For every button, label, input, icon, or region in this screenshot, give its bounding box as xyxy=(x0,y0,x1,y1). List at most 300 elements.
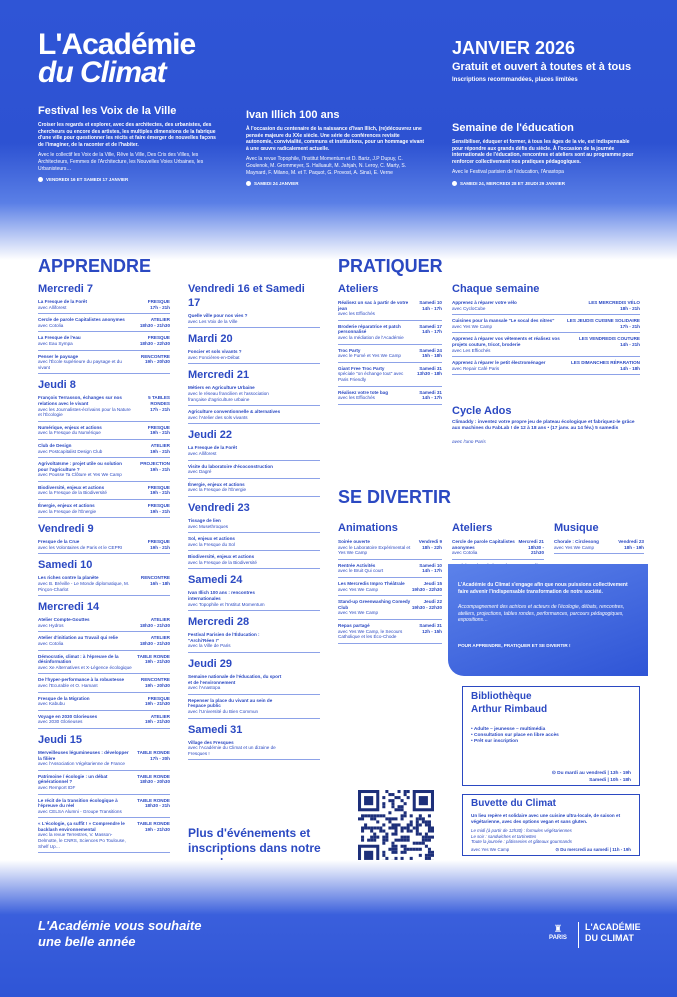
event-time: 14h - 17h xyxy=(422,395,442,401)
event-type: Samedi 10 xyxy=(419,562,442,568)
event-partner: avec les Journalistes-écrivains pour la Nature et l'Écologie xyxy=(38,406,131,418)
hours-line: Samedi | 10h - 18h xyxy=(589,777,631,783)
buvette-line: Toute la journée : pâtisseries et gâteaux gourmands xyxy=(471,839,572,845)
event-title: Le récit de la transition écologique à l'épreuve du réel xyxy=(38,797,118,809)
event-item xyxy=(452,536,544,560)
event-partner: avec la Fresque du Sol xyxy=(188,541,235,547)
event-item xyxy=(338,620,442,644)
event-type: Samedi 17 xyxy=(419,323,442,329)
event-title: Énergie, enjeux et actions xyxy=(38,503,95,509)
event-info xyxy=(38,317,132,328)
event-info xyxy=(38,425,132,436)
event-title: Agriculture conventionnelle & alternatives xyxy=(188,409,281,415)
event-info xyxy=(38,750,132,767)
event-title: Quelle ville pour nos vies ? xyxy=(188,313,248,318)
day-heading: Mercredi 14 xyxy=(38,601,100,614)
event-info xyxy=(38,503,132,514)
calendar-icon xyxy=(246,181,251,186)
event-info xyxy=(38,635,132,646)
event-title: Semaine nationale de l'éducation, du sport et de l'environnement xyxy=(188,674,282,685)
event-partner: avec l'Atelier des sols vivants xyxy=(188,414,248,420)
event-title: Soirée ouverte xyxy=(338,539,370,544)
event-time: 15h - 18h xyxy=(422,353,442,359)
event-partner: avec Yes We Camp xyxy=(338,610,379,616)
event-title: Village des Fresques xyxy=(188,739,234,745)
event-partner: avec Cotolia xyxy=(452,550,478,556)
event-item xyxy=(338,297,442,321)
event-title: Les riches contre la planète xyxy=(38,575,99,581)
event-meta xyxy=(132,696,170,707)
event-type: Mercredi 21 xyxy=(518,539,544,544)
event-title: Tissage de lien xyxy=(188,517,221,523)
apprendre-column-1 xyxy=(38,282,170,853)
event-title: Biodiversité, enjeux et actions xyxy=(188,554,255,560)
event-time: 19h30 - 22h30 xyxy=(411,604,442,610)
event-type: ATELIER xyxy=(150,317,170,323)
event-partner: avec la Ville de Paris xyxy=(188,643,231,649)
event-partner: avec la médiation de l'Académie xyxy=(338,334,404,340)
event-title: Ivan Illich 100 ans : rencontres internationales xyxy=(188,590,255,602)
event-time: 12h - 15h xyxy=(422,628,442,634)
event-item xyxy=(38,614,170,632)
event-type: LES JEUDIS CUISINE SOLIDAIRE xyxy=(566,318,640,324)
event-time: 19h - 21h30 xyxy=(144,719,170,725)
event-item xyxy=(188,461,320,479)
event-title: Giant Free Troc Party xyxy=(338,365,385,371)
event-info xyxy=(188,554,286,565)
cycle-ados-text: Climaddy : inventez votre propre jeu de plateau écologique et fabriquez-le grâce aux machines du FabLab ! de 12 à 18 ans • (17 janv. au 14 fév.) 5 samedis xyxy=(452,420,635,431)
event-title: Apprenez à réparer votre vélo xyxy=(452,300,517,305)
event-title: Visite du laboratoire d'écoconstruction xyxy=(188,463,273,469)
event-partner: avec Cotolia xyxy=(38,641,64,646)
event-time: 18h30 - 22h30 xyxy=(139,340,170,346)
event-info xyxy=(38,299,132,310)
day-heading: Mercredi 21 xyxy=(188,369,250,382)
event-meta xyxy=(412,623,442,640)
event-meta xyxy=(132,317,170,328)
event-partner: avec l'Ecurable et O. Hamant xyxy=(38,682,98,688)
event-partner: avec Topophile et l'Institut Momentum xyxy=(188,601,265,607)
more-events-text: Plus d'événements et inscriptions dans notre xyxy=(188,826,321,855)
bibliotheque-hours xyxy=(552,771,631,784)
event-title: De l'hyper-performance à la robustesse xyxy=(38,677,125,683)
event-meta xyxy=(618,539,644,550)
event-type: TABLE RONDE xyxy=(137,749,170,755)
event-item xyxy=(188,479,320,497)
event-type: ATELIER xyxy=(150,713,170,719)
event-info xyxy=(452,336,562,353)
event-partner: avec Xe Alternatives et X-Légence écologique xyxy=(38,664,132,670)
event-title: Penser le paysage xyxy=(38,353,79,359)
event-time: 19h - 21h xyxy=(150,490,170,496)
musique-title: Musique xyxy=(554,522,599,534)
event-title: Agrivoltaïsme : projet utile ou solution pour l'agriculture ? xyxy=(38,461,122,472)
event-partner: avec les Volontaires de Paris et le CEPRI xyxy=(38,544,123,550)
event-title: La Fresque de la Forêt xyxy=(188,445,238,451)
event-item xyxy=(338,536,442,560)
event-type: FRESQUE xyxy=(147,695,170,701)
section-divertir-title: SE DIVERTIR xyxy=(338,487,452,507)
event-partner: avec Alliforest xyxy=(38,304,67,310)
cycle-ados-partner: avec l'uno Paris xyxy=(452,440,486,445)
event-item xyxy=(38,296,170,314)
event-meta xyxy=(132,443,170,454)
event-time: 19h - 21h xyxy=(150,466,170,472)
event-item xyxy=(452,297,640,315)
event-type: TABLE RONDE xyxy=(137,797,170,803)
event-item xyxy=(38,818,170,853)
section-apprendre-title: APPRENDRE xyxy=(38,256,152,276)
buvette-line: Le soir : sandwiches et tartinettes xyxy=(471,833,537,839)
event-partner: avec Yes We Camp, le Secours Catholique et les Éco-Chode xyxy=(338,628,403,640)
event-partner: avec Yes We Camp xyxy=(338,586,379,592)
event-info xyxy=(188,482,286,493)
featured-dates xyxy=(452,181,642,186)
event-title: Apprenez à réparer le petit électroménager xyxy=(452,360,546,366)
event-partner: avec Alliforest xyxy=(188,450,217,456)
calendar-icon xyxy=(452,181,457,186)
hours-text: Du mardi au vendredi | 13h - 19h xyxy=(557,771,631,776)
event-meta xyxy=(132,575,170,592)
event-type: Samedi 24 xyxy=(419,347,442,353)
event-type: FRESQUE xyxy=(147,484,170,490)
featured-title: Ivan Illich 100 ans xyxy=(246,109,340,121)
event-meta xyxy=(132,798,170,815)
event-meta xyxy=(132,395,170,417)
event-title: Repas partagé xyxy=(338,622,370,628)
event-item xyxy=(188,515,320,533)
event-title: Cercle de parole Capitalistes anonymes xyxy=(38,317,125,323)
event-info xyxy=(338,300,412,317)
event-item xyxy=(38,632,170,650)
event-item xyxy=(188,671,320,695)
event-title: Cuisines pour la mansale "Le socal des nitres" xyxy=(452,318,555,324)
event-info xyxy=(38,654,132,671)
featured-title: Festival les Voix de la Ville xyxy=(38,105,177,117)
event-info xyxy=(188,698,286,715)
event-partner: avec Dagré xyxy=(188,469,212,475)
event-title: Apprenez à réparer vos vêtements et réalisez vos projets couture, tricot, broderie xyxy=(452,336,560,347)
event-time: 14h - 17h xyxy=(422,568,442,574)
event-time: 14h - 17h xyxy=(422,329,442,335)
event-partner: avec Les Effiochés xyxy=(452,347,491,353)
event-meta xyxy=(132,774,170,791)
featured-desc: Croiser les regards et explorer, avec des architectes, des urbanistes, des chercheurs ou encore des artistes, les multiples dimensions de la fabrique d'une ville pour questionner les récits et faire émerger de nouvelles façons de l'imaginer, de la raconter et de l'habiter. xyxy=(38,122,216,148)
event-partner: avec la Fresque du Numérique xyxy=(38,430,101,436)
event-meta xyxy=(132,677,170,688)
event-time: 19h - 21h xyxy=(150,508,170,514)
chaque-semaine-title: Chaque semaine xyxy=(452,283,540,295)
event-item xyxy=(38,482,170,500)
event-item xyxy=(188,551,320,569)
event-type: TABLE RONDE xyxy=(137,653,170,659)
event-title: Rentrée Activités xyxy=(338,562,376,568)
event-time: 19h30 - 22h30 xyxy=(411,586,442,592)
event-info xyxy=(38,354,132,371)
footer-divider xyxy=(578,922,579,948)
event-info xyxy=(452,539,517,556)
engagement-cta: POUR APPRENDRE, PRATIQUER ET SE DIVERTIR ! xyxy=(458,643,571,648)
event-info xyxy=(38,539,132,550)
event-time: 13h30 - 18h xyxy=(416,371,442,377)
event-item xyxy=(38,536,170,554)
agenda-qr-code[interactable] xyxy=(358,790,434,866)
event-partner: avec les Effiochés xyxy=(338,311,375,317)
event-info xyxy=(338,348,412,359)
event-item xyxy=(338,560,442,578)
event-info xyxy=(38,485,132,496)
event-item xyxy=(554,536,644,554)
event-info xyxy=(188,349,286,360)
event-meta xyxy=(517,539,544,556)
event-info xyxy=(38,774,132,791)
event-title: Festival Parisien de l'Éducation : "Archi'Réen !" xyxy=(188,632,260,643)
event-time: 19h - 21h30 xyxy=(144,826,170,832)
event-meta xyxy=(412,599,442,616)
day-heading: Samedi 31 xyxy=(188,723,243,736)
event-time: 18h30 - 21h30 xyxy=(139,622,170,628)
event-meta xyxy=(412,300,442,317)
event-partner: avec Yes We Camp xyxy=(452,323,493,329)
event-info xyxy=(338,324,412,341)
event-item xyxy=(188,442,320,460)
event-item xyxy=(38,314,170,332)
service-item: • Adulte – jeunesse – multimédia xyxy=(471,727,546,732)
event-type: FRESQUE xyxy=(147,503,170,509)
event-type: 5 TABLES RONDES xyxy=(148,395,170,406)
event-type: ATELIER xyxy=(150,635,170,641)
event-time: 19h - 21h xyxy=(150,544,170,550)
event-time: 18h30 - 21h30 xyxy=(528,544,544,556)
event-meta xyxy=(132,299,170,310)
buvette-hours: ⊙ Du mercredi au samedi | 11h - 19h xyxy=(555,847,631,852)
featured-dates-text: SAMEDI 24 JANVIER xyxy=(254,181,299,187)
event-partner: avec les Effiochés xyxy=(338,395,375,401)
service-item-text: Prêt sur inscription xyxy=(474,739,518,745)
event-partner: avec la Fresque de l'Énergie xyxy=(38,508,97,514)
event-type: FRESQUE xyxy=(147,335,170,341)
event-time: 19h - 21h xyxy=(150,448,170,454)
event-item xyxy=(38,771,170,795)
event-partner: avec Les Voix de la Ville xyxy=(188,318,238,324)
buvette-hours-text: Du mercredi au samedi | 11h - 19h xyxy=(560,847,631,852)
buvette-offer xyxy=(471,828,631,845)
day-heading: Jeudi 8 xyxy=(38,379,76,392)
event-meta xyxy=(564,336,640,353)
event-type: RENCONTRE xyxy=(140,353,170,359)
event-info xyxy=(338,390,412,401)
event-info xyxy=(38,461,132,478)
event-item xyxy=(188,629,320,653)
event-title: Club de Design xyxy=(38,442,72,448)
bibliotheque-subtitle: Arthur Rimbaud xyxy=(471,704,548,715)
day-heading: Vendredi 16 et Samedi 17 xyxy=(188,283,305,309)
event-info xyxy=(188,518,286,529)
event-partner: avec Musethroques xyxy=(188,523,229,529)
event-type: RENCONTRE xyxy=(140,575,170,581)
event-title: Atelier d'initiation au Travail qui relie xyxy=(38,635,118,641)
event-partner: avec 2030 Glorieuses xyxy=(38,719,83,725)
event-title: La Fresque de l'eau xyxy=(38,335,81,341)
event-info xyxy=(38,395,132,417)
featured-partners: Avec la revue Topophile, l'Institut Momentum et D. Bariz, J.P Dupuy, C. Goulenok, M. Grommeyer, S. Halluault, M. Jahjah, N. Leroy, C. Marty, S. Maynard, F. Milano, M. et T. Paquot, G. Provost, A. Sinaï, E. Verne xyxy=(246,156,407,176)
academie-logo-line1: L'ACADÉMIE xyxy=(585,922,641,932)
event-partner: avec la Fresque de la Biodiversité xyxy=(188,559,257,565)
event-time: 18h - 21h xyxy=(620,305,640,311)
featured-dates-text: SAMEDI 24, MERCREDI 28 ET JEUDI 29 JANVIER xyxy=(460,180,566,186)
event-time: 18h30 - 20h30 xyxy=(139,779,170,785)
featured-partners: Avec le Festival parisien de l'éducation, l'Anastopa xyxy=(452,169,564,176)
day-heading: Mercredi 7 xyxy=(38,283,94,295)
event-item xyxy=(38,458,170,482)
day-heading: Jeudi 29 xyxy=(188,658,233,671)
event-item xyxy=(188,406,320,424)
event-info xyxy=(38,335,132,346)
event-title: Numérique, enjeux et actions xyxy=(38,424,102,430)
event-type: Samedi 31 xyxy=(419,389,442,395)
event-item xyxy=(38,711,170,729)
event-type: Jeudi 22 xyxy=(423,599,442,605)
featured-desc: À l'occasion du centenaire de la naissance d'Ivan Illich, (re)découvrez une pensée majeure du XXe siècle. Une série de conférences revisite autonomie, convivialité, communs et institutions, pour un hommage vivant à une œuvre radicalement actuelle. xyxy=(246,126,425,152)
event-item xyxy=(338,321,442,345)
event-item xyxy=(38,795,170,819)
event-time: 14h - 18h xyxy=(620,365,640,371)
event-type: LES MERCREDIS VÉLO xyxy=(588,300,640,305)
event-time: 19h - 21h30 xyxy=(144,701,170,707)
event-info xyxy=(38,714,132,725)
event-item xyxy=(452,333,640,357)
event-title: Repenser la place du vivant au sein de l'espace public xyxy=(188,697,273,709)
buvette-partner: avec Yes We Camp xyxy=(471,847,510,852)
featured-event-2 xyxy=(246,109,426,186)
event-title: La Fresque de la Forêt xyxy=(38,299,88,304)
featured-dates xyxy=(246,181,426,186)
day-heading: Vendredi 23 xyxy=(188,501,250,514)
event-partner: avec Repair Café Paris xyxy=(452,365,500,371)
event-meta xyxy=(412,324,442,341)
event-type: ATELIER xyxy=(150,442,170,448)
event-title: Troc Party xyxy=(338,347,361,353)
event-title: Chorale : Circlesong xyxy=(554,539,599,544)
event-meta xyxy=(132,617,170,628)
event-meta xyxy=(132,485,170,496)
event-time: 19h - 21h30 xyxy=(144,659,170,665)
event-meta xyxy=(412,539,442,556)
event-info xyxy=(188,674,286,691)
event-partner: avec B. Bréville - Le Monde diplomatique, M. Pinçon-Charlot xyxy=(38,581,130,592)
event-type: Samedi 31 xyxy=(419,365,442,371)
event-meta xyxy=(132,503,170,514)
event-item xyxy=(38,651,170,675)
logo-line2: du Climat xyxy=(38,56,166,89)
event-partner: avec l'Académie du Climat et un dizaine de Fresques ! xyxy=(188,745,276,756)
event-meta xyxy=(132,461,170,478)
academie-logo-line2: DU CLIMAT xyxy=(585,933,634,943)
event-meta xyxy=(564,300,640,311)
event-item xyxy=(38,747,170,771)
event-info xyxy=(188,445,286,456)
event-title: Patrimoine / écologie : un débat générationnel ? xyxy=(38,773,108,785)
buvette-line: Le midi (à partir de 12h30) : formules végétariennes xyxy=(471,828,572,833)
event-time: 17h - 21h xyxy=(150,304,170,310)
event-info xyxy=(338,599,412,616)
apprendre-column-2 xyxy=(188,282,320,760)
event-partner: avec Pousse Ta Clôture et Yes We Camp xyxy=(38,472,122,478)
event-time: 18h30 - 21h xyxy=(144,803,170,809)
event-item xyxy=(38,332,170,350)
event-info xyxy=(38,821,132,849)
day-heading: Jeudi 15 xyxy=(38,733,83,746)
event-partner: avec Yes We Camp xyxy=(554,544,595,550)
event-partner: spéciale "on échange tout" avec Paris Friendly xyxy=(338,371,404,382)
event-time: 19h - 21h xyxy=(150,430,170,436)
event-partner: avec la Fresque de la Biodiversité xyxy=(38,490,107,496)
service-item: • Consultation sur place en libre accès xyxy=(471,733,559,739)
bibliotheque-box xyxy=(462,686,640,786)
event-meta xyxy=(412,563,442,574)
event-meta xyxy=(132,714,170,725)
event-title: Démocratie, climat : à l'épreuve de la désinformation xyxy=(38,653,119,665)
event-partner: avec Foncières-en-Débat xyxy=(188,354,240,360)
paris-crest-icon: ♜ xyxy=(553,924,563,935)
paris-logo xyxy=(545,925,571,941)
event-partner: avec le Bruit Qui court xyxy=(338,568,384,574)
event-title: Stand-up Greenwashing Comedy Club xyxy=(338,599,411,610)
event-title: Foncier et sols vivants ? xyxy=(188,349,242,355)
academie-footer-logo xyxy=(585,922,641,944)
day-heading: Samedi 24 xyxy=(188,574,243,587)
event-partner: avec l'Université du Bien Commun xyxy=(188,709,259,714)
event-partner: avec l'Anastopa xyxy=(188,685,221,691)
event-meta xyxy=(412,366,442,383)
musique-list xyxy=(554,536,644,554)
event-title: Énergie, enjeux et actions xyxy=(188,481,245,487)
bibliotheque-title: Bibliothèque xyxy=(471,691,532,702)
event-info xyxy=(188,536,286,547)
event-type: ATELIER xyxy=(150,617,170,623)
event-type: FRESQUE xyxy=(147,424,170,430)
event-info xyxy=(188,409,286,420)
event-partner: avec l'École supérieure du paysage et du vivant xyxy=(38,359,122,370)
event-item xyxy=(188,737,320,761)
event-item xyxy=(338,596,442,620)
event-item xyxy=(338,387,442,405)
event-info xyxy=(554,539,618,550)
event-meta xyxy=(132,654,170,671)
event-item xyxy=(188,346,320,364)
event-type: Samedi 31 xyxy=(419,622,442,628)
chaque-semaine-list xyxy=(452,297,640,375)
engagement-text: L'Académie du Climat s'engage afin que nous puissions collectivement faire advenir l'indispensable transformation de notre société. xyxy=(458,582,628,595)
buvette-box xyxy=(462,794,640,856)
event-title: Fresque de la Migration xyxy=(38,695,90,701)
registration-notice: Inscriptions recommandées, places limitées xyxy=(452,77,578,83)
footer-wishes-line1: L'Académie vous souhaite xyxy=(38,918,202,933)
event-item xyxy=(338,363,442,387)
event-partner: avec le Laboratoire Expérimental et Yes We Camp xyxy=(338,544,411,556)
event-title: Sol, enjeux et actions xyxy=(188,536,235,542)
event-item xyxy=(452,315,640,333)
event-type: TABLE RONDE xyxy=(137,821,170,827)
day-heading: Jeudi 22 xyxy=(188,429,233,442)
event-meta xyxy=(564,360,640,371)
event-type: RENCONTRE xyxy=(140,677,170,683)
event-item xyxy=(338,578,442,596)
event-item xyxy=(38,392,170,421)
event-info xyxy=(188,740,286,757)
event-info xyxy=(338,539,412,556)
event-info xyxy=(452,318,562,329)
